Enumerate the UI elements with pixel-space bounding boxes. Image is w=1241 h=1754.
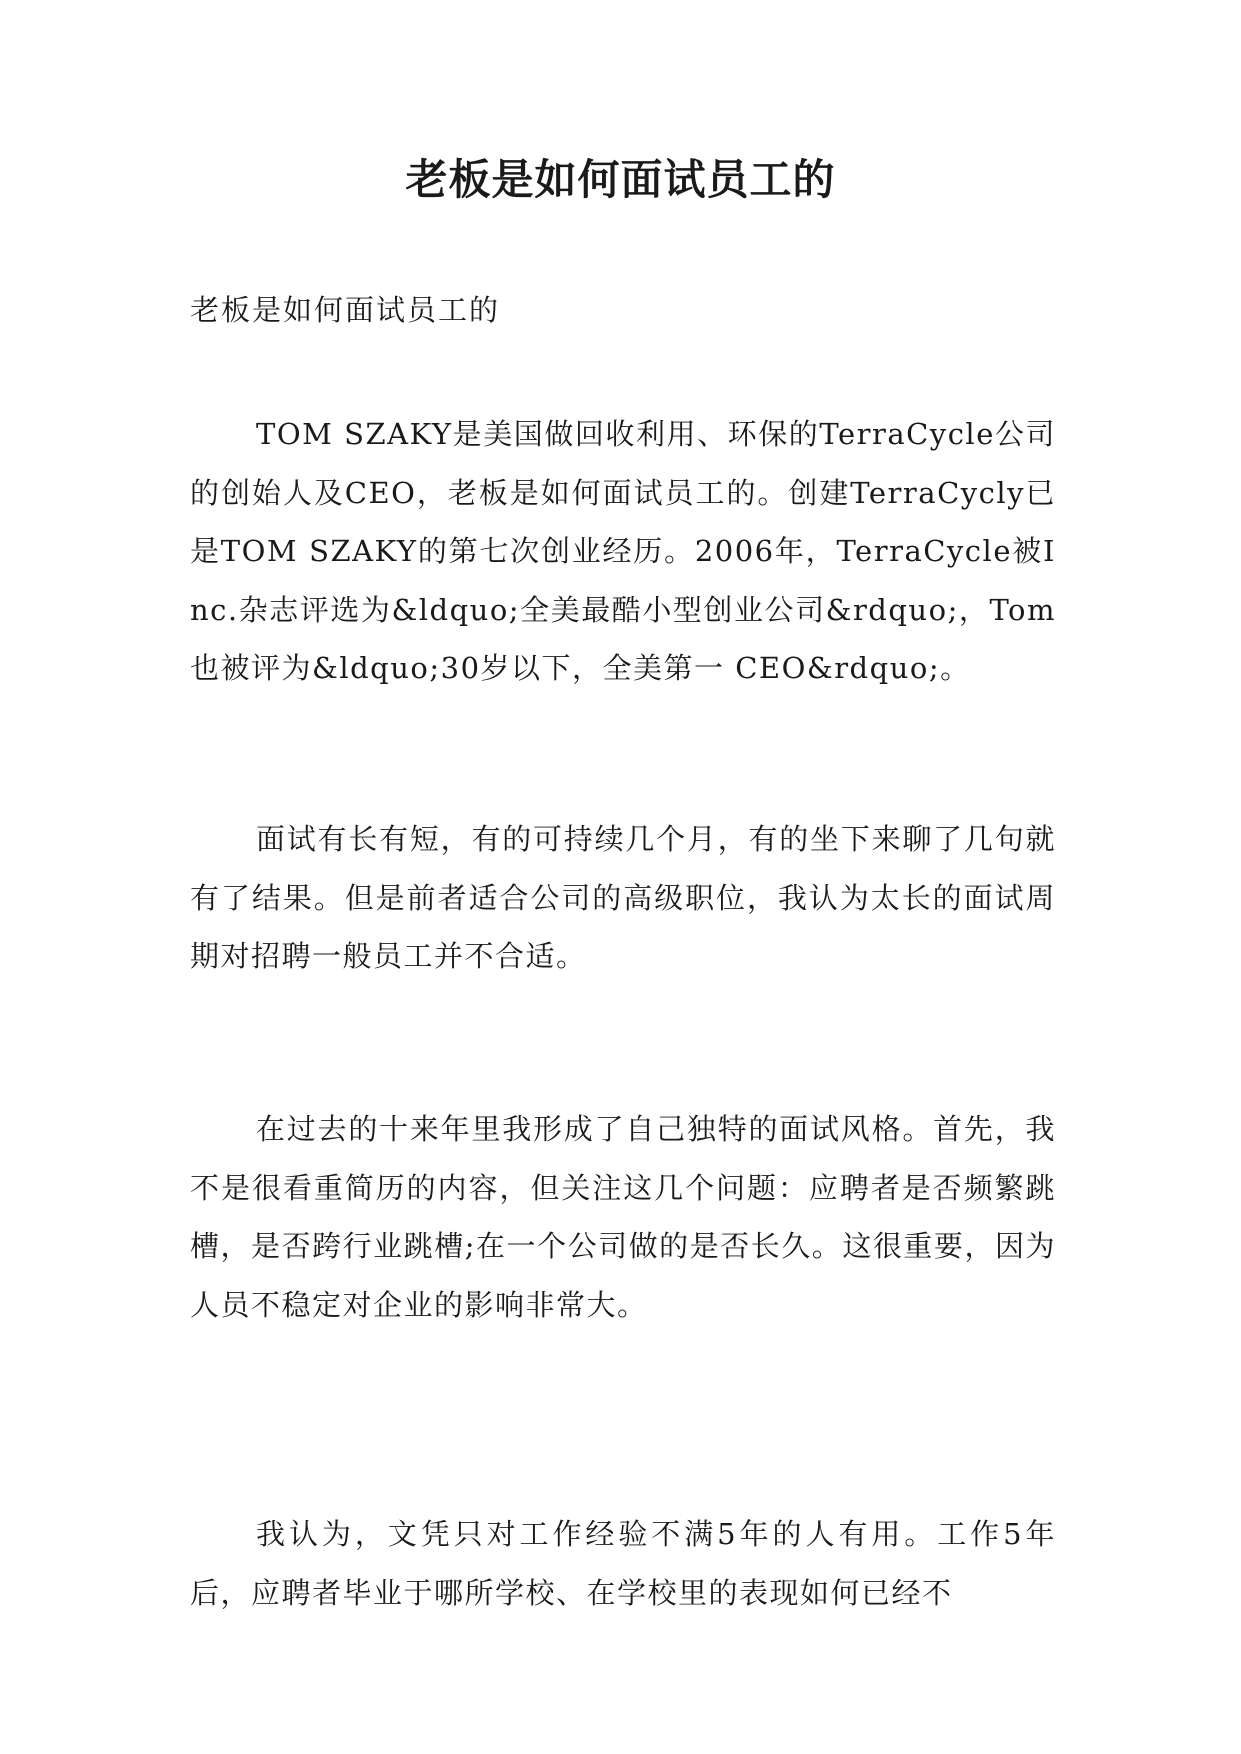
paragraph-interview-length: 面试有长有短，有的可持续几个月，有的坐下来聊了几句就有了结果。但是前者适合公司的高级职位，我认为太长的面试周期对招聘一般员工并不合适。 [190,822,1056,973]
document-title: 老板是如何面试员工的 [405,155,836,204]
document-subtitle: 老板是如何面试员工的 [190,293,501,327]
paragraph-intro: TOM SZAKY是美国做回收利用、环保的TerraCycle公司的创始人及CEO，老板是如何面试员工的。创建TerraCycly已是TOM SZAKY的第七次创业经历。2006年，TerraCycle被Inc.杂志评选为&ldquo;全美最酷小型创业公司&rdquo;，Tom也被评为&ldquo;30岁以下，全美第一 CEO&rdquo;。 [190,417,1056,685]
paragraph-interview-style: 在过去的十来年里我形成了自己独特的面试风格。首先，我不是很看重简历的内容，但关注这几个问题：应聘者是否频繁跳槽，是否跨行业跳槽;在一个公司做的是否长久。这很重要，因为人员不稳定对企业的影响非常大。 [190,1112,1056,1322]
paragraph-diploma: 我认为，文凭只对工作经验不满5年的人有用。工作5年后，应聘者毕业于哪所学校、在学校里的表现如何已经不 [190,1517,1056,1610]
